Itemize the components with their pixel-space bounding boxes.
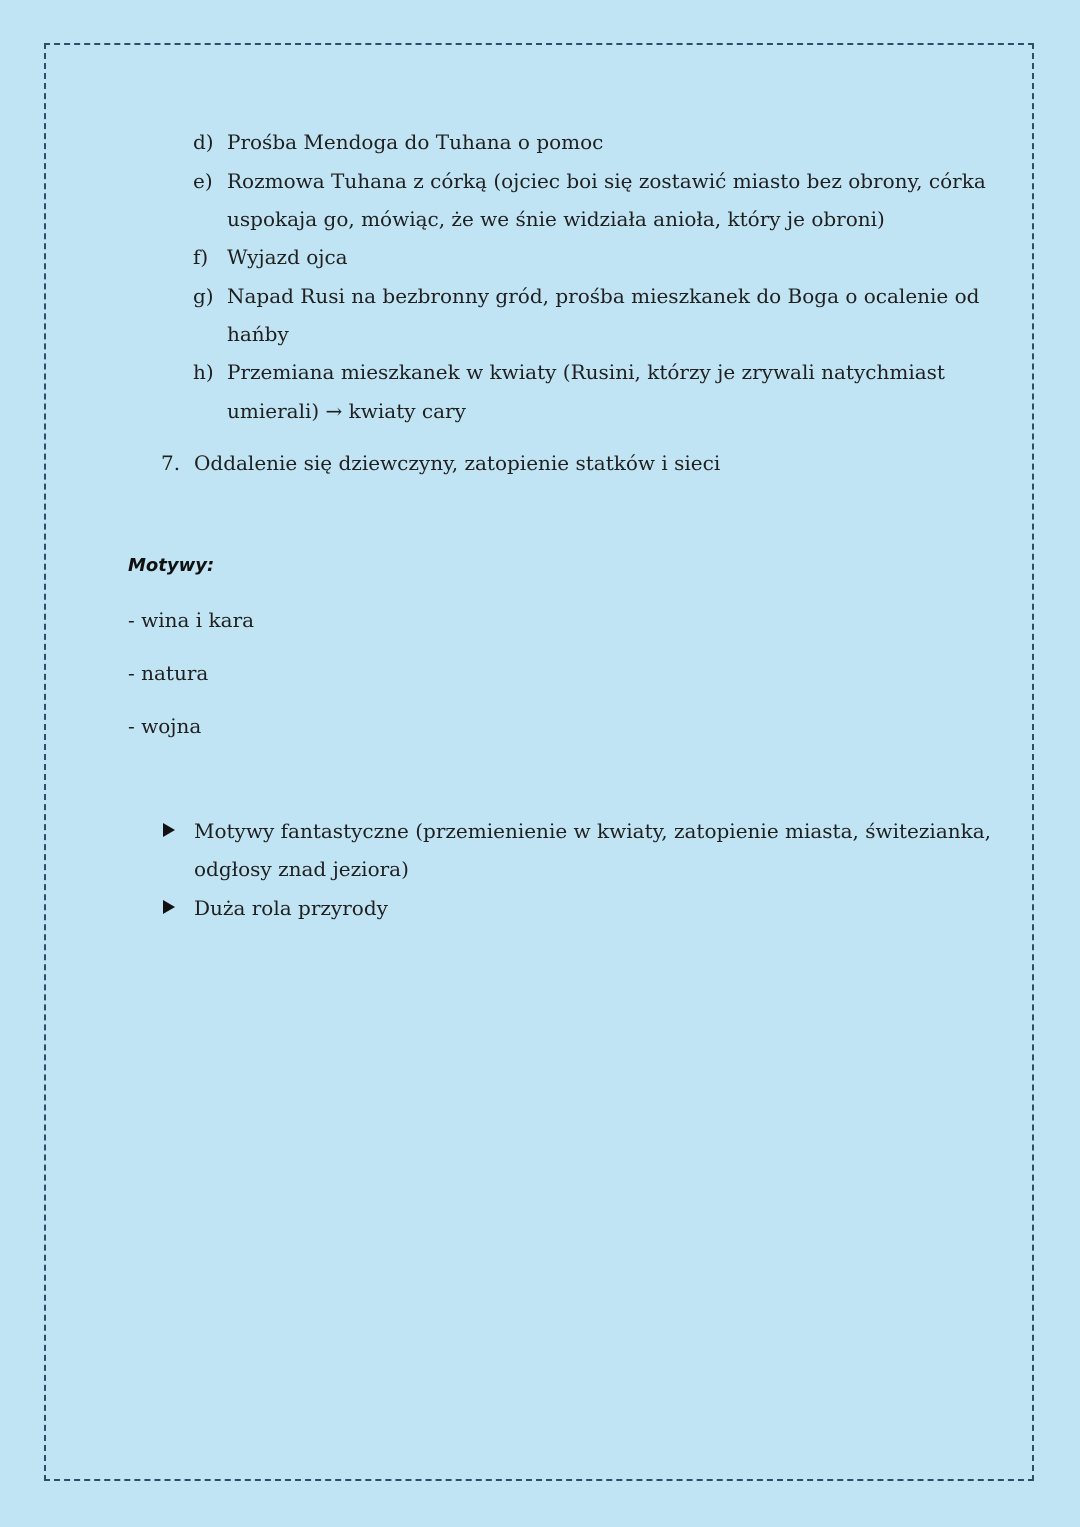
subitem-marker: e)	[193, 169, 213, 193]
arrow-bullet-icon	[163, 900, 175, 914]
subitem-marker: g)	[193, 284, 214, 308]
subitem-marker: f)	[193, 245, 209, 269]
subitem-text: hańby	[227, 322, 289, 346]
motifs-heading: Motywy:	[128, 555, 215, 576]
subitem-text: uspokaja go, mówiąc, że we śnie widziała anioła, który je obroni)	[227, 207, 885, 231]
arrow-bullet-icon	[163, 823, 175, 837]
motif-item: - wina i kara	[128, 608, 255, 632]
subitem-text: umierali) → kwiaty cary	[227, 399, 466, 423]
motif-item: - wojna	[128, 714, 202, 738]
subitem-marker: d)	[193, 130, 214, 154]
subitem-text: Prośba Mendoga do Tuhana o pomoc	[227, 130, 604, 154]
subitem-text: Rozmowa Tuhana z córką (ojciec boi się zostawić miasto bez obrony, córka	[227, 169, 986, 193]
item-text: Oddalenie się dziewczyny, zatopienie statków i sieci	[194, 451, 721, 475]
bullet-text: Duża rola przyrody	[194, 896, 388, 920]
bullet-text: Motywy fantastyczne (przemienienie w kwiaty, zatopienie miasta, świtezianka,	[194, 819, 992, 843]
subitem-text: Przemiana mieszkanek w kwiaty (Rusini, którzy je zrywali natychmiast	[227, 360, 945, 384]
motif-item: - natura	[128, 661, 209, 685]
item-number: 7.	[161, 451, 181, 475]
subitem-marker: h)	[193, 360, 214, 384]
subitem-text: Wyjazd ojca	[227, 245, 348, 269]
bullet-text: odgłosy znad jeziora)	[194, 857, 409, 881]
subitem-text: Napad Rusi na bezbronny gród, prośba mieszkanek do Boga o ocalenie od	[227, 284, 980, 308]
